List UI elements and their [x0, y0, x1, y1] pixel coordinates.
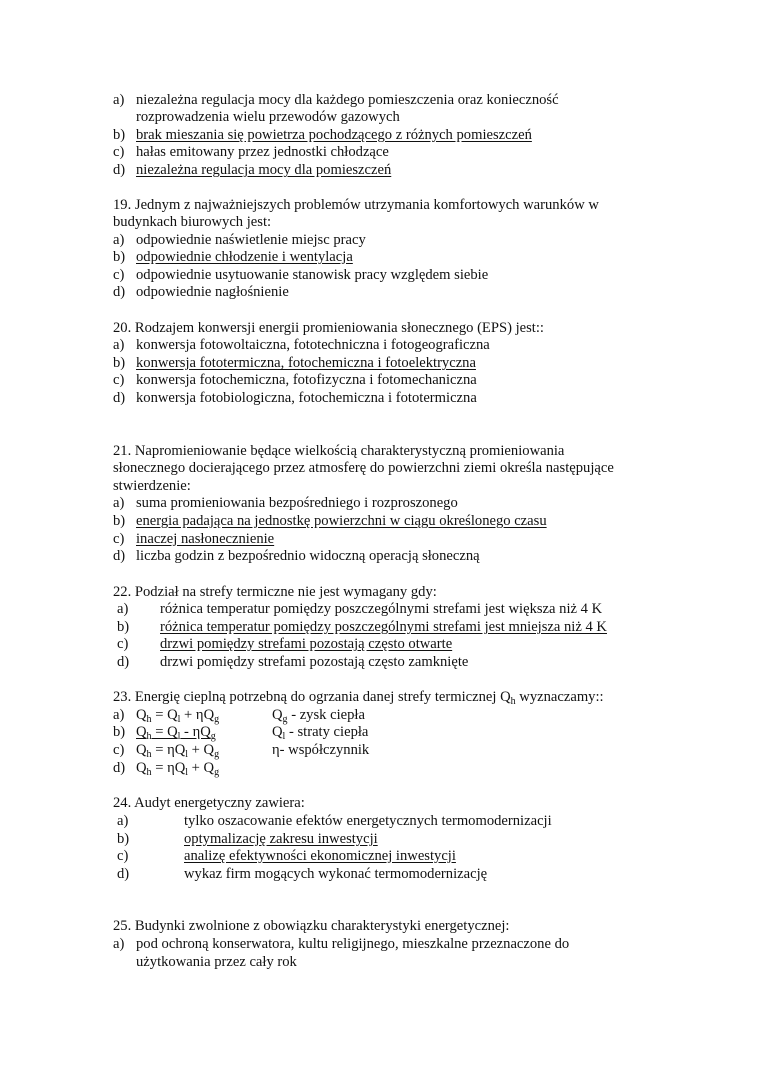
option-c-text-correct: analizę efektywności ekonomicznej inwestycji — [184, 848, 456, 864]
question-21-title-cont: stwierdzenie: — [113, 478, 191, 494]
option-letter: b) — [113, 724, 126, 740]
option-letter: c) — [113, 267, 125, 283]
legend-loss: $Q_l$ - straty ciepła — [272, 724, 369, 742]
option-d-text: wykaz firm mogących wykonać termomodernizację — [184, 866, 488, 882]
option-a-text: konwersja fotowoltaiczna, fototechniczna i fotogeograficzna — [136, 337, 490, 353]
option-letter: a) — [113, 707, 125, 723]
option-letter: a) — [117, 813, 129, 829]
option-a-text: suma promieniowania bezpośredniego i rozproszonego — [136, 495, 458, 511]
option-letter: d) — [113, 162, 126, 178]
option-a-text-cont: rozprowadzenia wielu przewodów gazowych — [136, 109, 400, 125]
option-letter: a) — [117, 601, 129, 617]
option-b-text-correct: optymalizację zakresu inwestycji — [184, 831, 378, 847]
option-letter: a) — [113, 495, 125, 511]
option-c-text: konwersja fotochemiczna, fotofizyczna i fotomechaniczna — [136, 372, 477, 388]
option-letter: d) — [113, 284, 126, 300]
question-19-title: 19. Jednym z najważniejszych problemów utrzymania komfortowych warunków w — [113, 197, 599, 213]
option-letter: d) — [117, 654, 130, 670]
option-b-text-correct: energia padająca na jednostkę powierzchni w ciągu określonego czasu — [136, 513, 547, 529]
option-a-formula: $Q_h = Q_l + \eta Q_g$ — [136, 707, 220, 725]
legend-coefficient: η- współczynnik — [272, 742, 370, 758]
question-24-title: 24. Audyt energetyczny zawiera: — [113, 795, 305, 811]
option-letter: c) — [113, 144, 125, 160]
option-letter: a) — [113, 936, 125, 952]
legend-gain: $Q_g$ - zysk ciepła — [272, 707, 365, 725]
option-c-text: odpowiednie usytuowanie stanowisk pracy względem siebie — [136, 267, 489, 283]
option-a-text: różnica temperatur pomiędzy poszczególnymi strefami jest większa niż 4 K — [160, 601, 603, 617]
option-letter: b) — [113, 355, 126, 371]
option-letter: a) — [113, 92, 125, 108]
option-d-formula: $Q_h = \eta Q_l + Q_g$ — [136, 760, 220, 778]
option-letter: c) — [113, 742, 125, 758]
question-21-title-cont: słonecznego docierającego przez atmosferę do powierzchni ziemi określa następujące — [113, 460, 614, 476]
option-c-text: hałas emitowany przez jednostki chłodzące — [136, 144, 389, 160]
option-a-text: niezależna regulacja mocy dla każdego pomieszczenia oraz konieczność — [136, 92, 559, 108]
option-letter: c) — [117, 636, 129, 652]
option-b-text-correct: brak mieszania się powietrza pochodzącego z różnych pomieszczeń — [136, 127, 532, 143]
option-letter: c) — [113, 372, 125, 388]
option-letter: a) — [113, 232, 125, 248]
question-19-title-cont: budynkach biurowych jest: — [113, 214, 272, 230]
option-b-text-correct: odpowiednie chłodzenie i wentylacja — [136, 249, 353, 265]
option-letter: a) — [113, 337, 125, 353]
option-letter: b) — [117, 619, 130, 635]
option-letter: b) — [117, 831, 130, 847]
option-letter: d) — [113, 390, 126, 406]
option-c-formula: $Q_h = \eta Q_l + Q_g$ — [136, 742, 220, 760]
option-letter: c) — [113, 531, 125, 547]
option-letter: b) — [113, 513, 126, 529]
option-b-text-correct: różnica temperatur pomiędzy poszczególnymi strefami jest mniejsza niż 4 K — [160, 619, 607, 635]
question-21-title: 21. Napromieniowanie będące wielkością charakterystyczną promieniowania — [113, 443, 565, 459]
option-d-text: liczba godzin z bezpośrednio widoczną operacją słoneczną — [136, 548, 480, 564]
option-a-text: pod ochroną konserwatora, kultu religijnego, mieszkalne przeznaczone do — [136, 936, 570, 952]
question-25-title: 25. Budynki zwolnione z obowiązku charakterystyki energetycznej: — [113, 918, 510, 934]
option-letter: d) — [113, 760, 126, 776]
option-c-text-correct: inaczej nasłonecznienie — [136, 531, 275, 547]
option-a-text: odpowiednie naświetlenie miejsc pracy — [136, 232, 366, 248]
option-letter: d) — [113, 548, 126, 564]
question-22-title: 22. Podział na strefy termiczne nie jest wymagany gdy: — [113, 584, 437, 600]
question-23-title: 23. Energię cieplną potrzebną do ogrzania danej strefy termicznej $Q_h$ wyznaczamy:: — [113, 689, 604, 707]
option-letter: c) — [117, 848, 129, 864]
option-a-text-cont: użytkowania przez cały rok — [136, 954, 297, 970]
option-a-text: tylko oszacowanie efektów energetycznych termomodernizacji — [184, 813, 552, 829]
option-c-text-correct: drzwi pomiędzy strefami pozostają często otwarte — [160, 636, 453, 652]
option-letter: b) — [113, 249, 126, 265]
option-d-text: drzwi pomiędzy strefami pozostają często zamknięte — [160, 654, 469, 670]
question-20-title: 20. Rodzajem konwersji energii promieniowania słonecznego (EPS) jest:: — [113, 320, 544, 336]
option-letter: b) — [113, 127, 126, 143]
option-d-text: odpowiednie nagłośnienie — [136, 284, 289, 300]
option-b-text-correct: konwersja fototermiczna, fotochemiczna i fotoelektryczna — [136, 355, 476, 371]
option-b-formula-correct: $Q_h = Q_l - \eta Q_g$ — [136, 724, 216, 742]
option-d-text: konwersja fotobiologiczna, fotochemiczna i fototermiczna — [136, 390, 477, 406]
option-d-text-correct: niezależna regulacja mocy dla pomieszczeń — [136, 162, 392, 178]
option-letter: d) — [117, 866, 130, 882]
